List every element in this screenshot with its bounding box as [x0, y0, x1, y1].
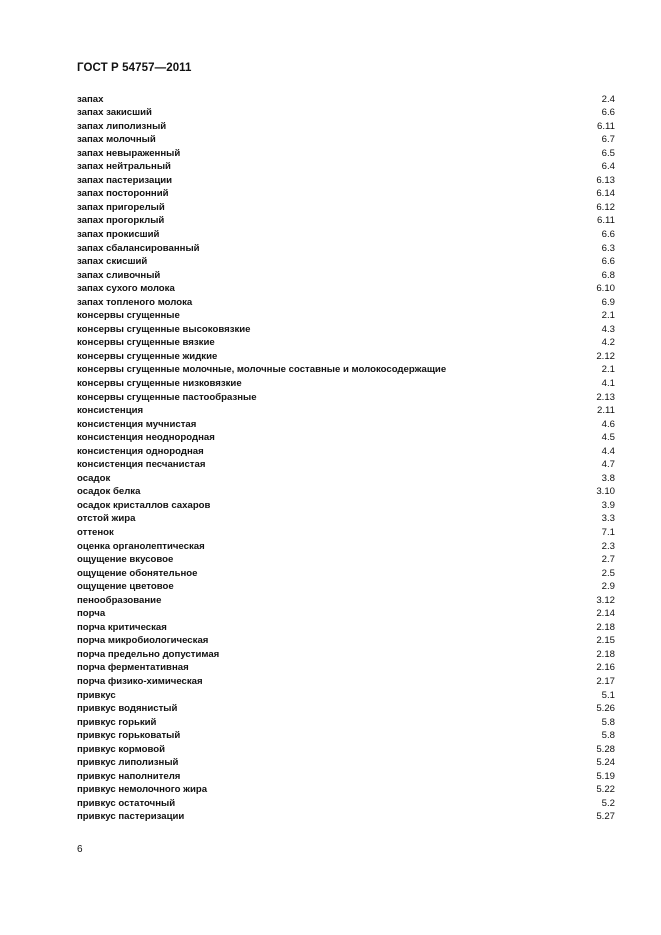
index-entry	[77, 580, 615, 594]
index-reference: 3.12	[596, 594, 615, 606]
index-entry	[77, 797, 615, 811]
index-term: запах липолизный	[77, 120, 167, 132]
index-entry	[77, 323, 615, 337]
index-entry	[77, 296, 615, 310]
index-entry	[77, 445, 615, 459]
index-entry	[77, 743, 615, 757]
index-term: пенообразование	[77, 594, 162, 606]
index-term: запах	[77, 93, 104, 105]
index-entry	[77, 377, 615, 391]
index-entry	[77, 648, 615, 662]
index-reference: 6.4	[601, 161, 615, 173]
index-reference: 4.7	[601, 459, 615, 471]
index-entry	[77, 309, 615, 323]
index-reference: 6.11	[597, 215, 615, 227]
index-term: консистенция однородная	[77, 445, 204, 457]
index-reference: 7.1	[601, 527, 615, 538]
index-entry	[77, 133, 615, 147]
index-term: привкус	[77, 689, 116, 701]
index-entry	[77, 661, 615, 675]
index-entry	[77, 526, 615, 540]
index-entry	[77, 363, 615, 377]
index-entry	[77, 391, 615, 405]
index-reference: 6.8	[601, 269, 615, 281]
index-term: привкус немолочного жира	[77, 784, 208, 796]
index-term: запах сбалансированный	[77, 242, 200, 254]
index-reference: 6.6	[601, 228, 615, 240]
index-term: порча критическая	[77, 621, 167, 633]
index-reference: 6.7	[601, 134, 615, 146]
index-reference: 5.8	[601, 730, 615, 742]
index-term: консервы сгущенные пастообразные	[77, 391, 257, 403]
index-entry	[77, 431, 615, 445]
index-term: консистенция песчанистая	[77, 459, 206, 471]
index-reference: 3.3	[601, 513, 615, 525]
index-reference: 5.26	[596, 703, 615, 715]
index-entry	[77, 336, 615, 350]
index-entry	[77, 553, 615, 567]
index-term: запах прогорклый	[77, 215, 165, 227]
page-number: 6	[77, 844, 83, 855]
index-entry	[77, 269, 615, 283]
index-entry	[77, 783, 615, 797]
index-reference: 6.13	[596, 174, 615, 186]
index-entry	[77, 187, 615, 201]
index-term: порча предельно допустимая	[77, 648, 220, 660]
index-reference: 5.2	[601, 797, 615, 809]
index-term: запах пригорелый	[77, 201, 165, 213]
index-term: осадок	[77, 472, 111, 484]
index-reference: 5.19	[596, 770, 615, 782]
index-reference: 6.9	[601, 296, 615, 308]
index-entry	[77, 634, 615, 648]
index-reference: 5.1	[601, 689, 615, 701]
index-term: порча физико-химическая	[77, 676, 203, 688]
index-reference: 4.5	[601, 432, 615, 444]
index-entry	[77, 756, 615, 770]
index-reference: 6.11	[597, 120, 615, 132]
index-reference: 6.3	[601, 242, 615, 254]
index-entry	[77, 689, 615, 703]
index-term: привкус наполнителя	[77, 770, 181, 782]
term-index-list	[77, 93, 615, 825]
index-reference: 2.15	[596, 635, 615, 647]
index-term: привкус липолизный	[77, 757, 179, 769]
index-reference: 6.10	[596, 283, 615, 295]
index-term: привкус остаточный	[77, 797, 176, 809]
index-reference: 2.1	[601, 364, 615, 376]
index-reference: 3.8	[601, 472, 615, 484]
index-reference: 2.11	[597, 405, 615, 417]
index-term: запах пастеризации	[77, 174, 173, 186]
index-reference: 6.12	[596, 201, 615, 213]
index-entry	[77, 607, 615, 621]
index-term: консервы сгущенные вязкие	[77, 337, 215, 349]
index-term: привкус горький	[77, 716, 157, 728]
index-reference: 5.28	[596, 743, 615, 755]
index-reference: 5.8	[601, 716, 615, 728]
index-entry	[77, 228, 615, 242]
index-reference: 2.16	[596, 662, 615, 674]
index-entry	[77, 472, 615, 486]
index-term: запах посторонний	[77, 188, 169, 200]
index-term: привкус пастеризации	[77, 811, 185, 823]
index-term: осадок кристаллов сахаров	[77, 499, 211, 511]
index-reference: 2.7	[601, 554, 615, 566]
index-term: оценка органолептическая	[77, 540, 205, 552]
index-entry	[77, 702, 615, 716]
index-entry	[77, 106, 615, 120]
index-reference: 2.18	[596, 648, 615, 660]
index-reference: 2.13	[596, 391, 615, 403]
index-entry	[77, 201, 615, 215]
index-reference: 2.3	[601, 540, 615, 552]
index-term: консистенция мучнистая	[77, 418, 197, 430]
index-entry	[77, 594, 615, 608]
index-entry	[77, 770, 615, 784]
index-entry	[77, 485, 615, 499]
index-term: консистенция	[77, 405, 144, 417]
index-term: ощущение вкусовое	[77, 554, 174, 566]
index-entry	[77, 540, 615, 554]
index-term: ощущение обонятельное	[77, 567, 198, 579]
index-reference: 2.12	[596, 350, 615, 362]
index-term: консервы сгущенные	[77, 310, 180, 322]
index-entry	[77, 675, 615, 689]
index-reference: 2.17	[596, 676, 615, 688]
index-reference: 6.6	[601, 256, 615, 268]
index-term: консервы сгущенные молочные, молочные составные и молокосодержащие	[77, 364, 447, 376]
index-entry	[77, 147, 615, 161]
index-entry	[77, 404, 615, 418]
index-term: консервы сгущенные высоковязкие	[77, 323, 251, 335]
index-term: запах сливочный	[77, 269, 161, 281]
index-entry	[77, 242, 615, 256]
index-term: ощущение цветовое	[77, 581, 174, 593]
index-reference: 3.10	[596, 486, 615, 498]
index-entry	[77, 214, 615, 228]
index-entry	[77, 512, 615, 526]
index-term: консистенция неоднородная	[77, 432, 215, 444]
index-term: запах нейтральный	[77, 161, 171, 173]
index-entry	[77, 174, 615, 188]
index-entry	[77, 93, 615, 107]
index-reference: 4.1	[601, 377, 615, 389]
index-term: порча ферментативная	[77, 662, 189, 674]
index-reference: 5.24	[596, 757, 615, 769]
index-term: привкус кормовой	[77, 743, 165, 755]
index-entry	[77, 160, 615, 174]
index-reference: 2.4	[601, 93, 615, 105]
document-header: ГОСТ Р 54757—2011	[77, 62, 192, 74]
index-term: консервы сгущенные жидкие	[77, 350, 218, 362]
index-term: запах топленого молока	[77, 296, 193, 308]
index-term: привкус горьковатый	[77, 730, 181, 742]
index-reference: 2.9	[601, 581, 615, 593]
index-term: порча микробиологическая	[77, 635, 209, 647]
index-term: запах молочный	[77, 134, 156, 146]
index-entry	[77, 120, 615, 134]
index-reference: 6.14	[596, 188, 615, 200]
index-reference: 2.14	[596, 608, 615, 620]
index-term: запах закисший	[77, 107, 152, 119]
index-reference: 5.22	[596, 784, 615, 796]
index-term: запах прокисший	[77, 228, 160, 240]
index-entry	[77, 810, 615, 824]
index-term: порча	[77, 608, 106, 620]
index-reference: 4.4	[601, 445, 615, 457]
index-entry	[77, 621, 615, 635]
index-reference: 4.3	[601, 323, 615, 335]
index-entry	[77, 729, 615, 743]
index-entry	[77, 282, 615, 296]
index-reference: 4.2	[601, 337, 615, 349]
index-entry	[77, 458, 615, 472]
index-term: оттенок	[77, 527, 114, 538]
index-term: запах скисший	[77, 256, 148, 268]
index-entry	[77, 567, 615, 581]
index-reference: 6.5	[601, 147, 615, 159]
index-entry	[77, 350, 615, 364]
index-term: запах сухого молока	[77, 283, 175, 295]
index-term: отстой жира	[77, 513, 136, 525]
index-entry	[77, 255, 615, 269]
index-entry	[77, 418, 615, 432]
index-entry	[77, 499, 615, 513]
index-entry	[77, 716, 615, 730]
index-reference: 4.6	[601, 418, 615, 430]
index-reference: 5.27	[596, 811, 615, 823]
index-term: привкус водянистый	[77, 703, 178, 715]
index-term: запах невыраженный	[77, 147, 181, 159]
index-reference: 2.1	[601, 310, 615, 322]
index-reference: 6.6	[601, 107, 615, 119]
index-term: консервы сгущенные низковязкие	[77, 377, 242, 389]
index-term: осадок белка	[77, 486, 141, 498]
index-reference: 2.18	[596, 621, 615, 633]
index-reference: 2.5	[601, 567, 615, 579]
index-reference: 3.9	[601, 499, 615, 511]
